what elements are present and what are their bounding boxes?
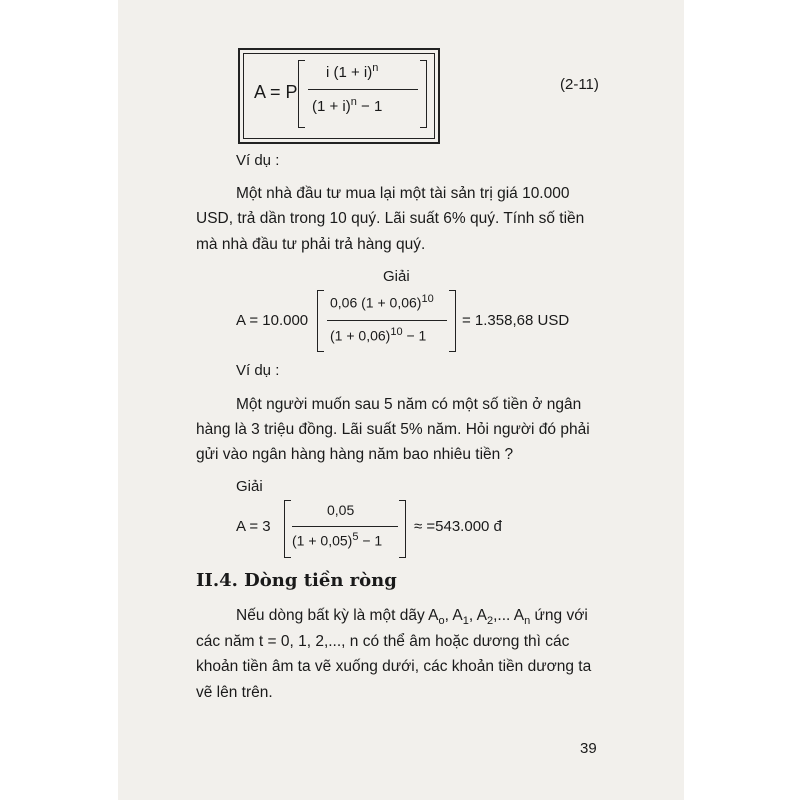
formula-denominator: $(1 + i)^n - 1$	[312, 96, 383, 115]
formula-left-bracket	[298, 60, 305, 128]
example1-lhs: A = 10.000	[236, 312, 309, 329]
section-para-line3: khoản tiền âm ta vẽ xuống dưới, các khoản tiền dương ta	[196, 658, 592, 675]
example1-denominator: $(1 + 0,06)^{10} - 1$	[330, 326, 427, 344]
example2-right-bracket	[399, 500, 406, 558]
example1-fraction-line	[327, 320, 447, 321]
example1-label: Ví dụ :	[236, 152, 280, 169]
example1-text-line2: USD, trả dần trong 10 quý. Lãi suất 6% quý. Tính số tiền	[196, 210, 585, 227]
formula-numerator: i $(1 + i)^n$	[326, 62, 379, 81]
example1-text-line1: Một nhà đầu tư mua lại một tài sản trị giá 10.000	[236, 185, 570, 202]
example1-right-bracket	[449, 290, 456, 352]
example2-text-line2: hàng là 3 triệu đồng. Lãi suất 5% năm. Hỏi người đó phải	[196, 421, 590, 438]
example1-text-line3: mà nhà đầu tư phải trả hàng quý.	[196, 236, 426, 253]
example2-numerator: 0,05	[327, 502, 355, 518]
example2-label: Ví dụ :	[236, 362, 280, 379]
example2-solution-label: Giải	[236, 478, 263, 495]
section-para-line2: các năm t = 0, 1, 2,..., n có thể âm hoặc dương thì các	[196, 633, 570, 650]
formula-right-bracket	[420, 60, 427, 128]
formula-lhs: A = P	[254, 82, 298, 102]
example1-result: = 1.358,68 USD	[462, 312, 570, 329]
example1-numerator: 0,06 $(1 + 0,06)^{10}$	[330, 293, 434, 311]
example2-denominator: $(1 + 0,05)^5 - 1$	[292, 531, 383, 549]
example2-fraction-line	[292, 526, 398, 527]
example2-lhs: A = 3	[236, 518, 271, 535]
equation-number: (2-11)	[560, 76, 599, 93]
example2-left-bracket	[284, 500, 291, 558]
example2-text-line3: gửi vào ngân hàng hàng năm bao nhiêu tiền ?	[196, 446, 514, 463]
example1-solution-label: Giải	[383, 268, 410, 285]
section-heading: II.4. Dòng tiền ròng	[196, 570, 397, 591]
example1-left-bracket	[317, 290, 324, 352]
section-para-line4: vẽ lên trên.	[196, 684, 273, 701]
example2-text-line1: Một người muốn sau 5 năm có một số tiền ở ngân	[236, 396, 582, 413]
page-number: 39	[580, 740, 597, 757]
section-para-line1: Nếu dòng bất kỳ là một dãy $A_o$, $A_1$, $A_2$,... $A_n$ ứng với	[236, 607, 588, 628]
example2-result: ≈ =543.000 đ	[414, 518, 502, 535]
formula-fraction-line	[308, 89, 418, 90]
